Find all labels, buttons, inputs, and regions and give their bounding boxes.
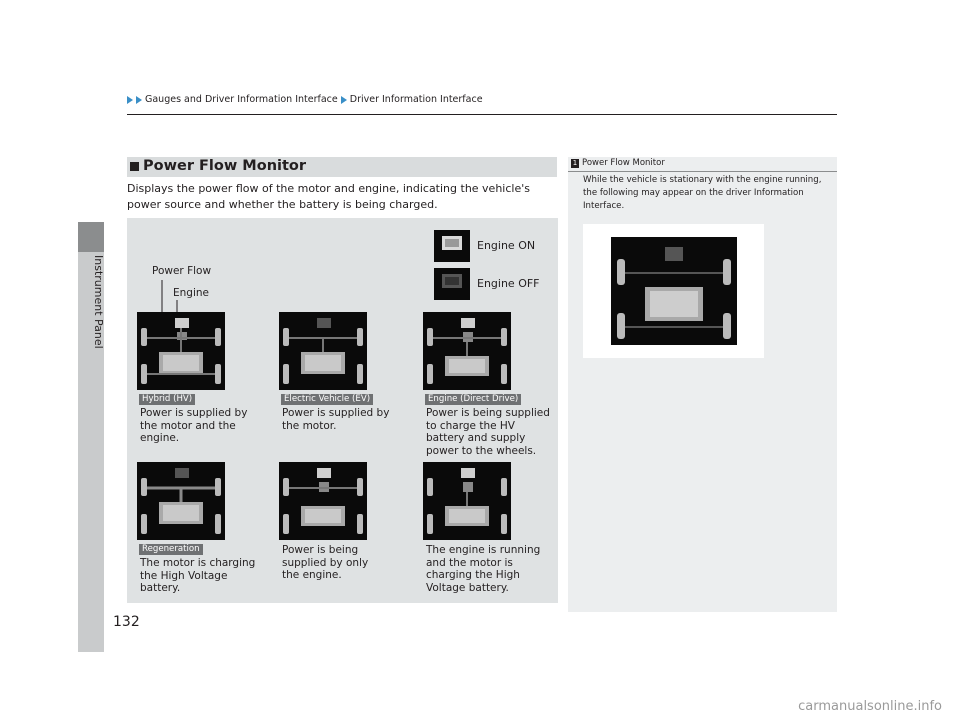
mode-tag-regeneration: Regeneration xyxy=(139,544,203,555)
engine-off-label: Engine OFF xyxy=(477,277,540,290)
car-diagram xyxy=(279,462,367,540)
engine-off-thumbnail xyxy=(434,268,470,300)
section-heading xyxy=(130,158,306,174)
engine-on-label: Engine ON xyxy=(477,239,536,252)
power-flow-display-regeneration xyxy=(137,462,225,540)
arrow-icon xyxy=(341,96,347,104)
mode-tag-hybrid: Hybrid (HV) xyxy=(139,394,195,405)
engine-label: Engine xyxy=(173,287,209,299)
mode-caption-engine-charging: The engine is running and the motor is charging the High Voltage battery. xyxy=(426,544,541,594)
car-diagram xyxy=(423,312,511,390)
chapter-tab xyxy=(78,222,104,252)
mode-tag-ev: Electric Vehicle (EV) xyxy=(281,394,373,405)
arrow-icon xyxy=(136,96,142,104)
breadcrumb xyxy=(127,94,483,105)
engine-on-thumbnail xyxy=(434,230,470,262)
sidebar-text: While the vehicle is stationary with the engine running, the following may appear on the driver Information Interface. xyxy=(583,175,822,211)
breadcrumb-part-1[interactable]: Gauges and Driver Information Interface xyxy=(145,94,338,105)
arrow-icon xyxy=(127,96,133,104)
power-flow-display-engine-charging xyxy=(423,462,511,540)
power-flow-label: Power Flow xyxy=(152,265,212,277)
mode-caption-engine-direct: Power is being supplied to charge the HV battery and supply power to the wheels. xyxy=(426,407,550,457)
engine-icon xyxy=(434,230,470,262)
mode-caption-regeneration: The motor is charging the High Voltage battery. xyxy=(140,557,256,594)
breadcrumb-part-2[interactable]: Driver Information Interface xyxy=(349,94,483,105)
chapter-label: Instrument Panel xyxy=(92,255,105,349)
note-number-badge: 1 xyxy=(572,158,578,167)
car-diagram xyxy=(279,312,367,390)
sidebar-heading xyxy=(571,158,665,168)
mode-caption-engine-only: Power is being supplied by only the engine. xyxy=(282,544,369,581)
section-intro: Displays the power flow of the motor and engine, indicating the vehicle's power source and whether the battery is being charged. xyxy=(127,182,530,211)
mode-caption-ev: Power is supplied by the motor. xyxy=(282,407,390,432)
square-bullet-icon xyxy=(130,162,139,171)
stationary-display xyxy=(611,237,737,345)
sidebar-rule xyxy=(568,171,837,172)
power-flow-display-engine-direct xyxy=(423,312,511,390)
power-flow-display-ev xyxy=(279,312,367,390)
watermark: carmanualsonline.info xyxy=(798,699,942,714)
sidebar-title[interactable]: Power Flow Monitor xyxy=(582,158,665,168)
car-diagram xyxy=(423,462,511,540)
power-flow-display-hybrid xyxy=(137,312,225,390)
section-title: Power Flow Monitor xyxy=(143,158,307,174)
mode-caption-hybrid: Power is supplied by the motor and the engine. xyxy=(140,407,248,444)
car-diagram xyxy=(137,312,225,390)
mode-tag-engine-direct: Engine (Direct Drive) xyxy=(425,394,521,405)
car-diagram xyxy=(611,237,737,345)
engine-icon xyxy=(434,268,470,300)
page-number: 132 xyxy=(113,614,140,630)
car-diagram xyxy=(137,462,225,540)
header-rule xyxy=(127,114,837,115)
power-flow-display-engine-only xyxy=(279,462,367,540)
